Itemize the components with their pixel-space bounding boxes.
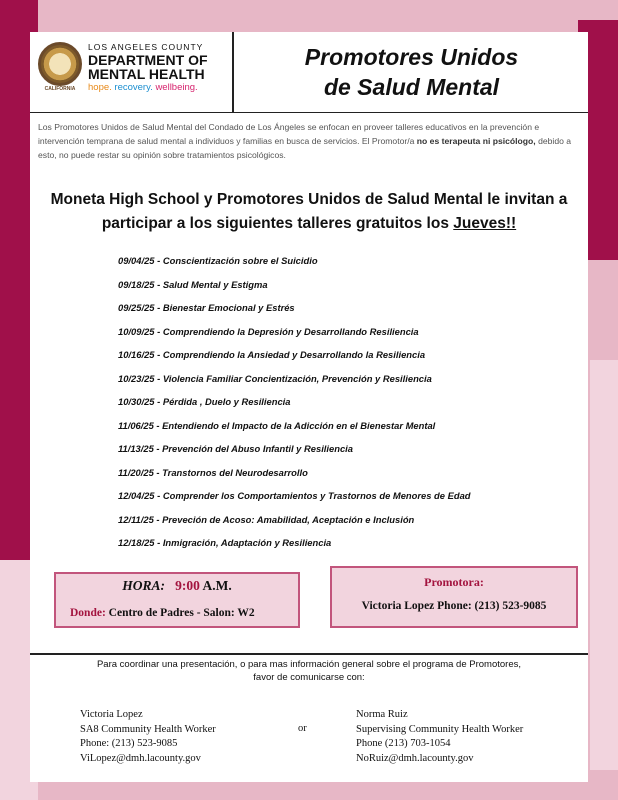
- contact-role: Supervising Community Health Worker: [356, 723, 524, 735]
- logo-department: [88, 53, 208, 81]
- workshop-item: 12/04/25 - Comprender los Comportamientos y Trastornos de Menores de Edad: [118, 490, 471, 501]
- intro-text: Los Promotores Unidos de Salud Mental del Condado de Los Ángeles se enfocan en proveer talleres educativos en la prevención e intervención temprana de salud mental a individuos y familias en busca de servicios. El Promotor/a: [38, 122, 540, 146]
- invitation-text: participar a los siguientes talleres gratuitos los: [101, 215, 449, 232]
- county-seal-icon: [38, 42, 82, 86]
- contact-phone: Phone (213) 703-1054: [356, 738, 451, 750]
- title-line: de Salud Mental: [323, 74, 500, 100]
- intro-paragraph: [38, 120, 583, 162]
- time-value: 9:00: [175, 578, 200, 593]
- location-label: Donde:: [70, 607, 106, 619]
- workshop-item: 11/06/25 - Entendiendo el Impacto de la Adicción en el Bienestar Mental: [118, 419, 436, 431]
- workshop-item: 10/16/25 - Comprendiendo la Ansiedad y Desarrollando la Resiliencia: [118, 349, 426, 360]
- workshop-item: 09/04/25 - Conscientización sobre el Suicidio: [118, 255, 318, 266]
- workshop-item: 10/30/25 - Pérdida , Duelo y Resiliencia: [118, 396, 291, 407]
- workshop-item: 12/18/25 - Inmigración, Adaptación y Resiliencia: [118, 537, 332, 548]
- contact-or: or: [298, 723, 307, 734]
- promotora-box: [330, 566, 578, 628]
- contact-phone: Phone: (213) 523-9085: [80, 738, 178, 750]
- workshop-item: 11/13/25 - Prevención del Abuso Infantil y Resiliencia: [118, 443, 353, 454]
- footer-divider: [30, 653, 588, 655]
- header-divider: [232, 32, 234, 112]
- workshop-item: 12/11/25 - Preveción de Acoso: Amabilidad, Aceptación e Inclusión: [118, 513, 415, 525]
- title-line: Promotores Unidos: [304, 44, 519, 70]
- workshop-item: 09/18/25 - Salud Mental y Estigma: [118, 278, 268, 290]
- location-line: [70, 607, 255, 619]
- contact-name: Norma Ruiz: [356, 709, 408, 720]
- decorative-band-top: [0, 0, 618, 32]
- footer-note: [30, 658, 588, 684]
- tagline-recovery: recovery.: [114, 82, 153, 93]
- logo-county-name: LOS ANGELES COUNTY: [88, 42, 204, 52]
- intro-tail: debido a esto, no puede restar su opinión sobre tratamientos psicológicos.: [38, 136, 572, 160]
- contact-email[interactable]: ViLopez@dmh.lacounty.gov: [80, 752, 201, 764]
- invitation-line-2: [30, 212, 588, 236]
- workshop-item: 09/25/25 - Bienestar Emocional y Estrés: [118, 302, 295, 313]
- invitation-heading: [30, 188, 588, 236]
- workshop-item: 10/09/25 - Comprendiendo la Depresión y Desarrollando Resiliencia: [118, 325, 419, 337]
- decorative-band-right-light: [590, 360, 618, 800]
- logo-department-line: MENTAL HEALTH: [88, 66, 205, 82]
- logo-department-line: DEPARTMENT OF: [88, 52, 208, 68]
- tagline-hope: hope.: [88, 82, 112, 93]
- contact-email[interactable]: NoRuiz@dmh.lacounty.gov: [356, 752, 474, 764]
- seal-text: CALIFORNIA: [44, 86, 76, 92]
- contact-role: SA8 Community Health Worker: [80, 723, 216, 735]
- contact-card-right: [356, 708, 523, 766]
- contact-name: Victoria Lopez: [80, 709, 143, 720]
- promotora-contact: Victoria Lopez Phone: (213) 523-9085: [361, 600, 547, 612]
- time-label: HORA:: [122, 578, 165, 593]
- header: [30, 32, 588, 113]
- workshop-list: [118, 255, 578, 561]
- workshop-item: 10/23/25 - Violencia Familiar Concientización, Prevención y Resiliencia: [118, 372, 432, 384]
- page-title: [235, 42, 588, 102]
- intro-emphasis: no es terapeuta ni psicólogo,: [416, 136, 536, 146]
- invitation-day: Jueves!!: [453, 215, 517, 232]
- footer-note-line: favor de comunicarse con:: [253, 672, 365, 683]
- tagline-wellbeing: wellbeing.: [155, 82, 198, 93]
- time-suffix: A.M.: [202, 578, 232, 593]
- footer-note-line: Para coordinar una presentación, o para mas información general sobre el programa de Promotores,: [96, 659, 522, 670]
- location-value: Centro de Padres - Salon: W2: [108, 607, 255, 619]
- schedule-box: [54, 572, 300, 628]
- contact-card-left: [80, 708, 216, 766]
- invitation-line: Moneta High School y Promotores Unidos de Salud Mental le invitan a: [50, 191, 568, 208]
- flyer-page: [30, 32, 588, 782]
- promotora-label: Promotora:: [424, 575, 484, 589]
- time-line: [56, 578, 298, 594]
- workshop-item: 11/20/25 - Transtornos del Neurodesarrollo: [118, 466, 308, 478]
- logo-tagline: [88, 82, 198, 93]
